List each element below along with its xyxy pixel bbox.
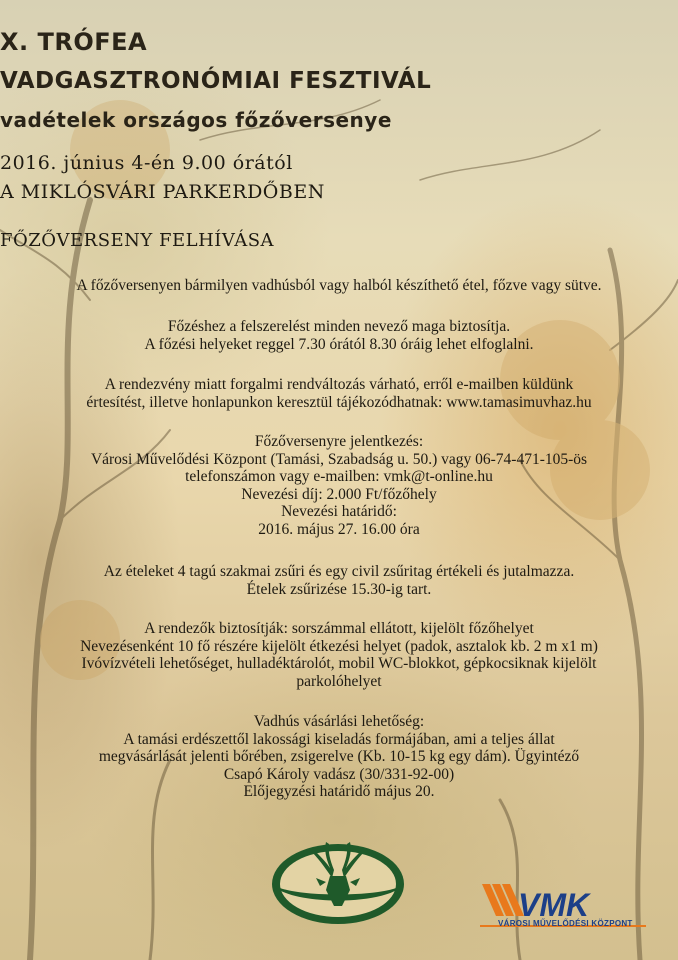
text-line: Vadhús vásárlási lehetőség: (253, 713, 425, 730)
paragraph-venison-sale (0, 713, 678, 801)
text-line: Csapó Károly vadász (30/331-92-00) (223, 765, 455, 783)
vmk-caption: VÁROSI MŰVELŐDÉSI KÖZPONT (498, 919, 633, 928)
text-line: Nevezési határidő: (281, 503, 397, 521)
paragraph-equipment (0, 318, 678, 353)
text-line: Nevezésenként 10 fő részére kijelölt étkezési helyet (padok, asztalok kb. 2 m x1 m) (80, 637, 598, 655)
paragraph-provisions (0, 620, 678, 690)
text-line: értesítést, illetve honlapunkon keresztül tájékozódhatnak: www.tamasimuvhaz.hu (86, 393, 592, 411)
festival-number-title: X. TRÓFEA (0, 28, 148, 56)
vmk-logo-text: VMK (518, 887, 590, 923)
text-line: megvásárlását jelenti bőrében, zsigerelve (Kb. 10-15 kg egy dám). Ügyintéző (98, 748, 580, 766)
festival-subtitle: vadételek országos főzőversenye (0, 108, 392, 132)
text-line: telefonszámon vagy e-mailben: vmk@t-online.hu (185, 468, 493, 486)
paragraph-traffic (0, 376, 678, 411)
text-line: Ételek zsűrizése 15.30-ig tart. (246, 580, 432, 598)
text-line: A főzőversenyen bármilyen vadhúsból vagy halból készíthető étel, főzve vagy sütve. (76, 277, 602, 294)
text-line: Előjegyzési határidő május 20. (243, 783, 435, 801)
text-line: A tamási erdészettől lakossági kiseladás formájában, ami a teljes állat (123, 730, 555, 748)
text-line: Nevezési díj: 2.000 Ft/főzőhely (241, 485, 437, 503)
vmk-logo (478, 882, 648, 938)
text-line: A főzési helyeket reggel 7.30 órától 8.30 óráig lehet elfoglalni. (144, 335, 534, 353)
text-line: Főzőversenyre jelentkezés: (254, 433, 424, 450)
event-date: 2016. június 4-én 9.00 órától (0, 152, 293, 174)
deer-emblem-icon (268, 836, 408, 928)
event-venue: A MIKLÓSVÁRI PARKERDŐBEN (0, 181, 325, 203)
text-line: Ivóvízvételi lehetőséget, hulladéktárolót, mobil WC-blokkot, gépkocsiknak kijelölt (81, 655, 597, 673)
text-line: A rendezők biztosítják: sorszámmal ellátott, kijelölt főzőhelyet (144, 620, 534, 637)
text-line: Főzéshez a felszerelést minden nevező maga biztosítja. (167, 318, 511, 335)
text-line: parkolóhelyet (296, 672, 382, 690)
text-line: A rendezvény miatt forgalmi rendváltozás várható, erről e-mailben küldünk (104, 376, 574, 393)
paragraph-jury (0, 563, 678, 598)
festival-title: VADGASZTRONÓMIAI FESZTIVÁL (0, 68, 432, 94)
text-line: Az ételeket 4 tagú szakmai zsűri és egy civil zsűritag értékeli és jutalmazza. (103, 563, 575, 580)
text-line: Városi Művelődési Központ (Tamási, Szabadság u. 50.) vagy 06-74-471-105-ös (90, 450, 588, 468)
text-line: 2016. május 27. 16.00 óra (258, 520, 420, 538)
paragraph-registration (0, 433, 678, 539)
paragraph-dishes (0, 277, 678, 295)
call-title: FŐZŐVERSENY FELHÍVÁSA (0, 230, 275, 251)
